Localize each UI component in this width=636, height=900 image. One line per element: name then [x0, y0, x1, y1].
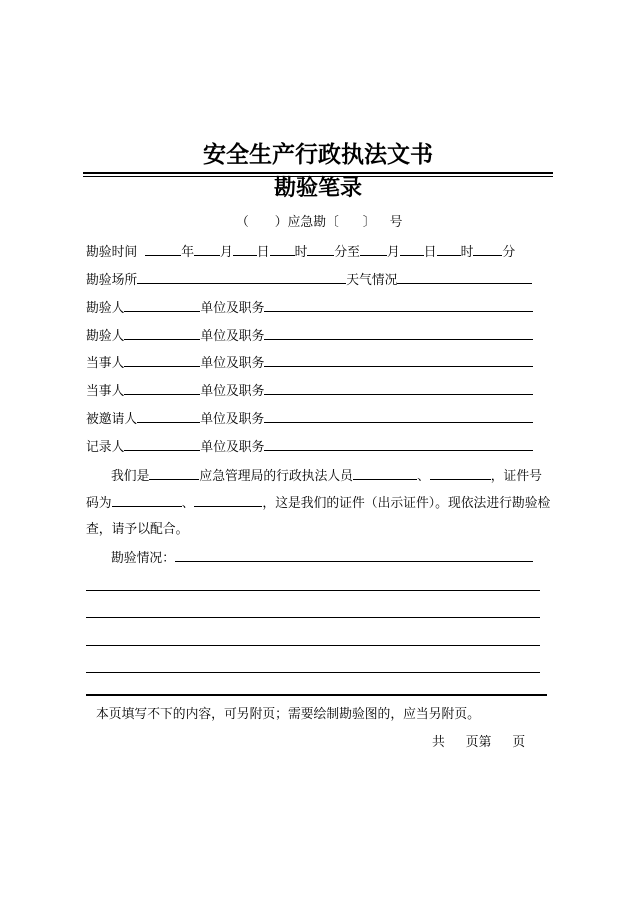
blank-field [430, 467, 491, 480]
time-unit: 月 [219, 245, 233, 260]
role-label: 单位及职务 [200, 440, 265, 455]
blank-field [473, 243, 502, 256]
inspection-place-label: 勘验场所 [86, 273, 138, 288]
inspection-place-row [86, 271, 532, 287]
time-unit: 月 [386, 245, 400, 260]
blank-field [145, 243, 181, 256]
writing-line [86, 590, 540, 591]
inspection-details-row [111, 549, 533, 565]
blank-field [264, 327, 533, 340]
blank-field [124, 438, 200, 451]
blank-field [264, 410, 533, 423]
blank-field [264, 354, 533, 367]
statement-text: ，证件号 [490, 469, 542, 484]
spacer [137, 244, 145, 256]
blank-field [124, 382, 200, 395]
writing-line [86, 617, 540, 618]
weather-label: 天气情况 [346, 273, 398, 288]
time-unit: 年 [181, 245, 194, 260]
blank-field [137, 271, 346, 284]
blank-field [270, 243, 295, 256]
blank-field [194, 243, 220, 256]
statement-text: 、 [181, 496, 195, 511]
person-label: 当事人 [86, 384, 125, 399]
statement-text: 、 [416, 469, 430, 484]
blank-field [264, 382, 533, 395]
doc-number-close-bracket: 〕 [362, 215, 376, 230]
doc-number-serial-blank [339, 214, 363, 226]
role-label: 单位及职务 [200, 329, 265, 344]
statement-line-2 [86, 494, 550, 510]
role-label: 单位及职务 [200, 356, 265, 371]
person-row [86, 299, 533, 315]
blank-field [124, 354, 200, 367]
footer-note [96, 707, 480, 723]
doc-number-agency-text: ）应急勘〔 [274, 215, 339, 230]
doc-number-suffix: 号 [389, 215, 403, 230]
writing-line [86, 645, 540, 646]
inspection-details-label: 勘验情况： [111, 551, 175, 566]
statement-text: 查，请予以配合。 [86, 522, 189, 537]
blank-field [149, 467, 199, 480]
page-mid-label: 页第 [465, 735, 492, 750]
blank-field [124, 327, 200, 340]
blank-field [175, 549, 533, 562]
doc-number-spacer [376, 214, 390, 226]
role-label: 单位及职务 [200, 412, 265, 427]
time-unit: 时 [460, 245, 474, 260]
page-count [432, 734, 525, 750]
page-number-blank [491, 734, 512, 746]
blank-field [194, 494, 262, 507]
person-label: 勘验人 [86, 301, 125, 316]
time-unit: 分 [502, 245, 516, 260]
document-title: 安全生产行政执法文书 [203, 141, 433, 168]
inspection-time-row [86, 243, 515, 259]
person-row [86, 354, 533, 370]
person-label: 当事人 [86, 356, 125, 371]
inspection-time-label: 勘验时间 [86, 245, 138, 260]
document-number-line [236, 214, 402, 230]
page-total-label: 共 [432, 735, 445, 750]
page-total-blank [445, 734, 466, 746]
statement-text: 应急管理局的行政执法人员 [199, 469, 353, 484]
footer-divider [86, 694, 547, 696]
page-end-label: 页 [512, 735, 526, 750]
document-subtitle: 勘验笔录 [273, 175, 362, 201]
blank-field [353, 467, 417, 480]
time-unit: 时 [294, 245, 308, 260]
person-label: 被邀请人 [86, 412, 138, 427]
statement-line-1 [111, 467, 542, 483]
blank-field [307, 243, 334, 256]
person-row [86, 410, 533, 426]
statement-text: 我们是 [111, 469, 150, 484]
person-row [86, 327, 533, 343]
statement-text: ，这是我们的证件（出示证件）。现依法进行勘验检 [262, 496, 551, 511]
blank-field [233, 243, 257, 256]
footer-note-text: 本页填写不下的内容，可另附页；需要绘制勘验图的，应当另附页。 [96, 707, 480, 722]
blank-field [137, 410, 200, 423]
time-unit: 分至 [334, 245, 360, 260]
blank-field [360, 243, 387, 256]
statement-line-3 [86, 522, 188, 538]
time-unit: 日 [423, 245, 437, 260]
role-label: 单位及职务 [200, 301, 265, 316]
person-row [86, 438, 533, 454]
time-unit: 日 [256, 245, 270, 260]
person-label: 记录人 [86, 440, 125, 455]
writing-line [86, 672, 540, 673]
person-row [86, 382, 533, 398]
doc-number-open-paren: （ [236, 215, 249, 230]
statement-text: 码为 [86, 496, 112, 511]
role-label: 单位及职务 [200, 384, 265, 399]
blank-field [397, 271, 532, 284]
person-label: 勘验人 [86, 329, 125, 344]
blank-field [437, 243, 461, 256]
blank-field [264, 438, 533, 451]
doc-number-year-blank [249, 214, 275, 226]
blank-field [112, 494, 182, 507]
blank-field [264, 299, 533, 312]
blank-field [400, 243, 424, 256]
blank-field [124, 299, 200, 312]
